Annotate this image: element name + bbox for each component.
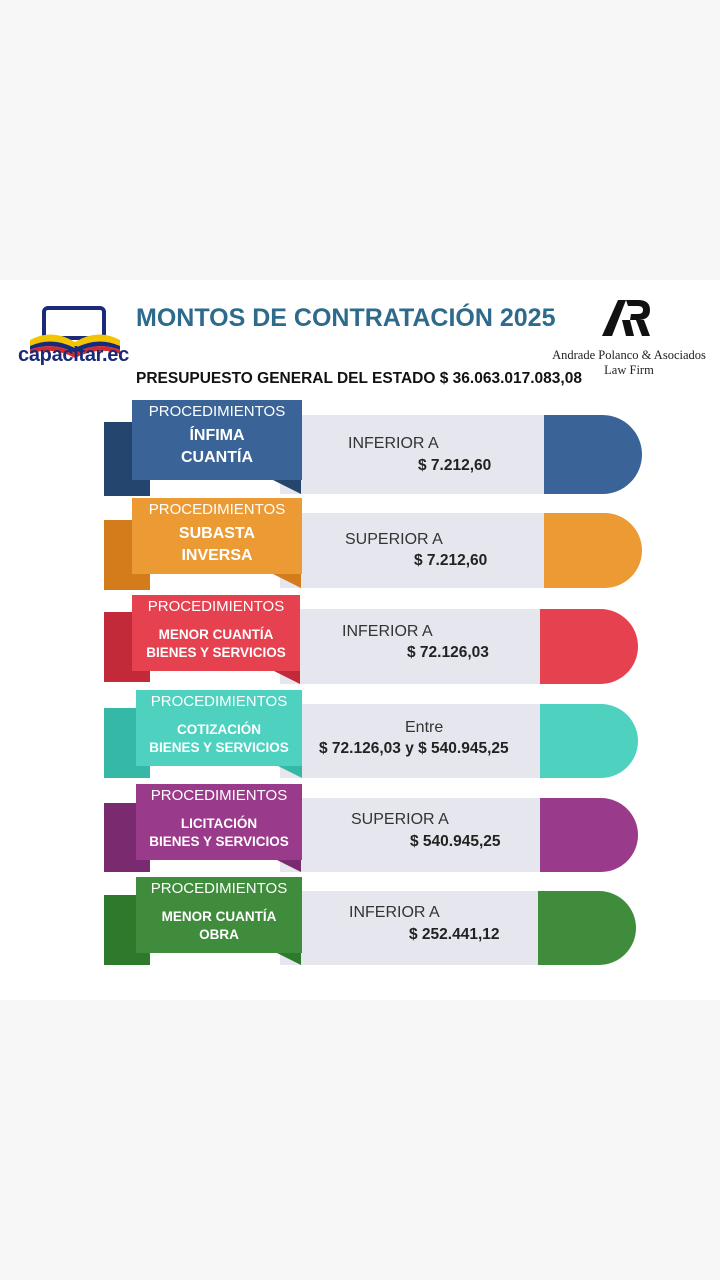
procedure-name-line2: BIENES Y SERVICIOS <box>146 645 286 660</box>
procedure-prefix: PROCEDIMIENTOS <box>148 501 286 518</box>
procedure-name-line1: SUBASTA <box>178 525 256 542</box>
procedure-label <box>132 595 300 671</box>
procedure-name-line1: MENOR CUANTÍA <box>158 627 274 642</box>
procedure-name-line2: CUANTÍA <box>181 449 253 466</box>
procedure-row-infima <box>0 400 720 495</box>
row-panel <box>280 513 550 588</box>
procedure-label <box>132 400 302 480</box>
row-fold <box>273 480 301 494</box>
row-fold <box>273 951 301 965</box>
row-end-cap <box>540 798 638 872</box>
procedure-name-line1: LICITACIÓN <box>180 816 258 831</box>
procedure-name <box>136 721 302 757</box>
ap-logo-icon <box>600 298 652 338</box>
procedure-row-licitacion <box>0 784 720 879</box>
capacitar-logo-text: capacitar.ec <box>18 344 129 366</box>
procedure-condition: INFERIOR A <box>348 435 439 452</box>
procedure-label <box>136 690 302 766</box>
procedure-name-line2: INVERSA <box>181 547 253 564</box>
procedure-name <box>132 425 302 469</box>
row-end-cap <box>544 513 642 588</box>
procedure-name-line2: OBRA <box>199 927 239 942</box>
procedure-condition: INFERIOR A <box>342 623 433 640</box>
row-fold <box>274 764 302 778</box>
procedure-prefix: PROCEDIMIENTOS <box>150 693 288 710</box>
infographic-card <box>0 280 720 1000</box>
procedure-amount: $ 72.126,03 <box>407 644 489 661</box>
procedure-name-line2: BIENES Y SERVICIOS <box>149 834 289 849</box>
procedure-name <box>132 523 302 567</box>
procedure-row-subasta <box>0 498 720 593</box>
procedure-condition: Entre <box>405 719 444 736</box>
procedure-row-menor-cuantia-bs <box>0 595 720 690</box>
procedure-condition: SUPERIOR A <box>345 531 443 548</box>
procedure-condition: INFERIOR A <box>349 904 440 921</box>
row-end-cap <box>540 609 638 684</box>
procedure-amount: $ 7.212,60 <box>414 552 488 569</box>
firm-name: Andrade Polanco & Asociados <box>552 348 706 362</box>
procedure-amount: $ 252.441,12 <box>409 926 500 943</box>
firm-type: Law Firm <box>604 363 654 377</box>
procedure-prefix: PROCEDIMIENTOS <box>147 598 285 615</box>
row-panel <box>280 415 550 494</box>
procedure-label <box>136 784 302 860</box>
procedure-name <box>136 908 302 944</box>
procedure-prefix: PROCEDIMIENTOS <box>150 787 288 804</box>
row-end-cap <box>538 891 636 965</box>
row-fold <box>273 858 301 872</box>
page-title: MONTOS DE CONTRATACIÓN 2025 <box>136 304 556 332</box>
procedure-name-line1: ÍNFIMA <box>189 427 245 444</box>
row-end-cap <box>544 415 642 494</box>
procedure-name-line1: MENOR CUANTÍA <box>161 909 277 924</box>
procedure-label <box>136 877 302 953</box>
row-fold <box>273 574 301 588</box>
procedure-name <box>132 626 300 662</box>
procedure-name-line1: COTIZACIÓN <box>177 722 261 737</box>
procedure-prefix: PROCEDIMIENTOS <box>150 880 288 897</box>
procedure-label <box>132 498 302 574</box>
procedure-name <box>136 815 302 851</box>
procedure-row-cotizacion <box>0 690 720 785</box>
procedure-amount: $ 540.945,25 <box>410 833 501 850</box>
procedure-row-menor-cuantia-obra <box>0 877 720 972</box>
procedure-condition: SUPERIOR A <box>351 811 449 828</box>
procedure-amount: $ 7.212,60 <box>418 457 492 474</box>
budget-subtitle: PRESUPUESTO GENERAL DEL ESTADO $ 36.063.017.083,08 <box>136 370 582 387</box>
procedure-amount: $ 72.126,03 y $ 540.945,25 <box>319 740 509 757</box>
row-end-cap <box>540 704 638 778</box>
procedure-prefix: PROCEDIMIENTOS <box>148 403 286 420</box>
row-fold <box>272 670 300 684</box>
procedure-name-line2: BIENES Y SERVICIOS <box>149 740 289 755</box>
